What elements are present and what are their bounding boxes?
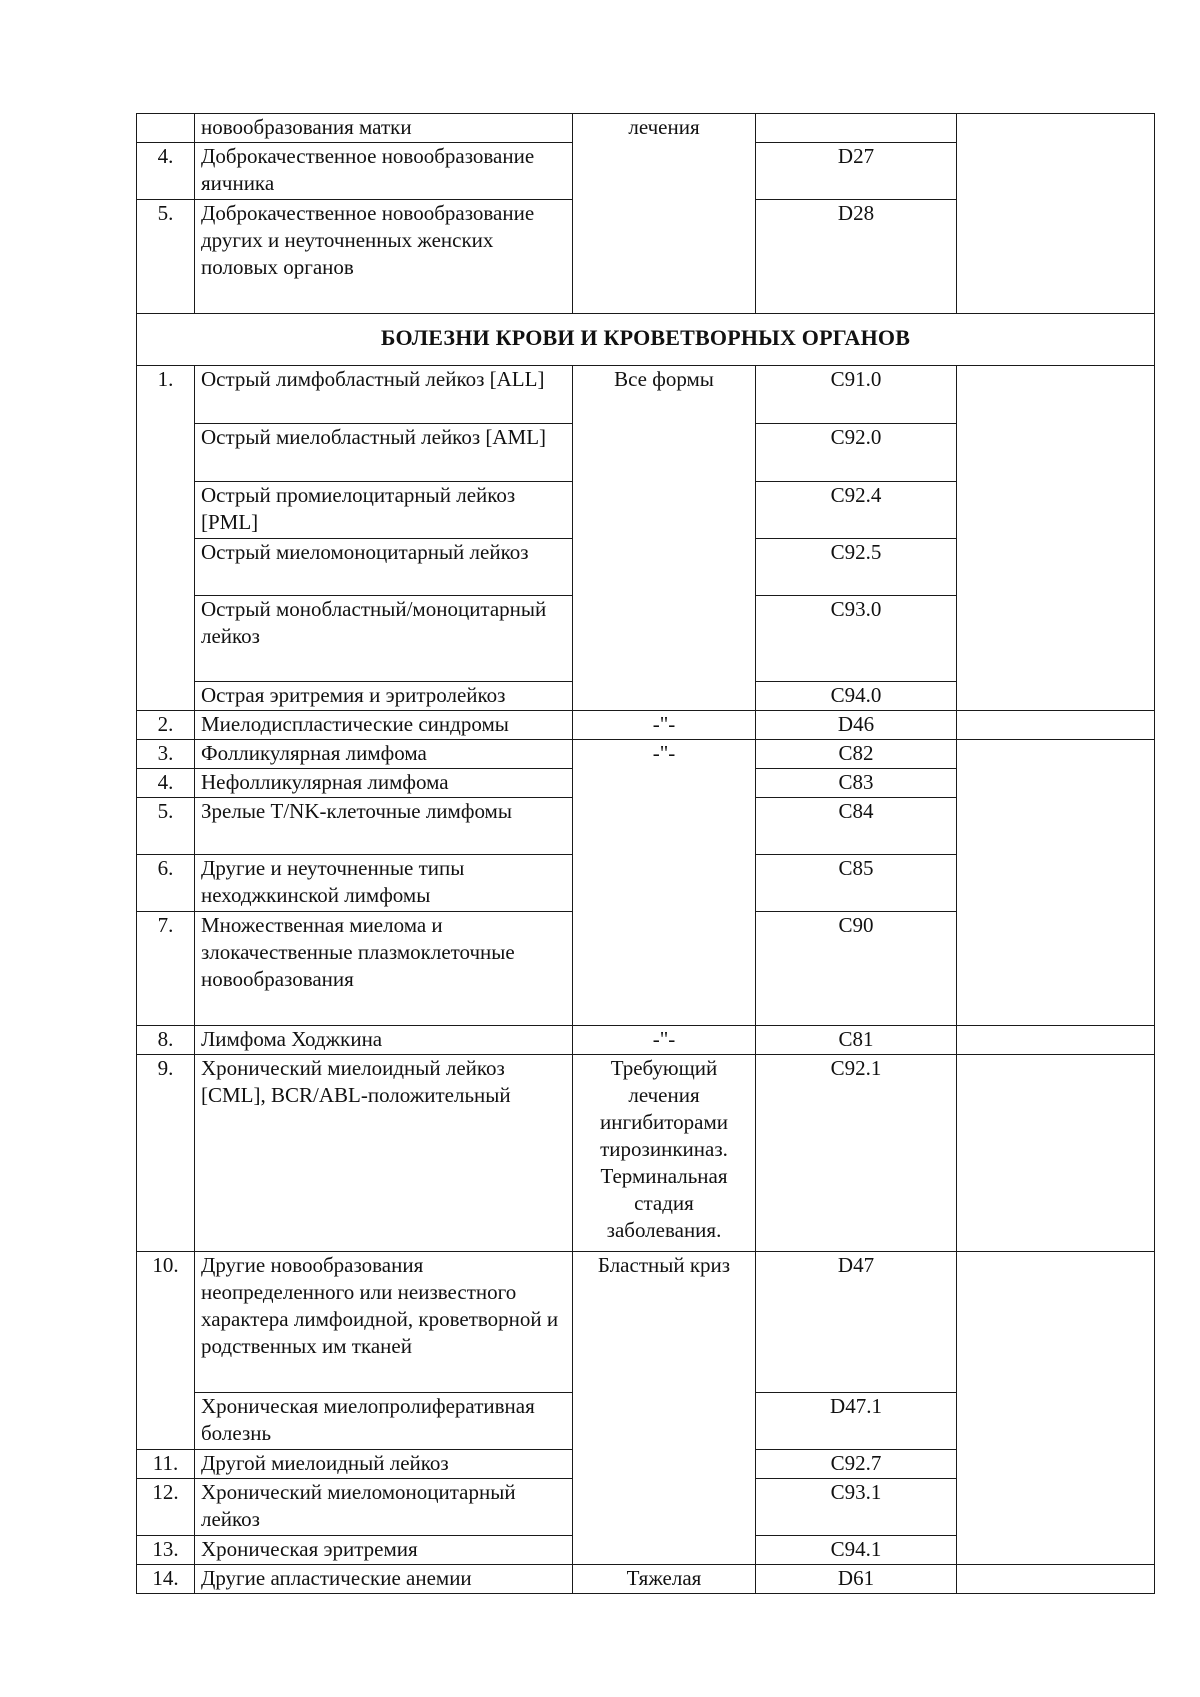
icd-code: C83 — [756, 769, 957, 798]
condition-cell: Требующий лечения ингибиторами тирозинкиназ. Терминальная стадия заболевания. — [573, 1055, 756, 1252]
icd-code: D47.1 — [756, 1393, 957, 1450]
disease-name: Хроническая миелопролиферативная болезнь — [195, 1393, 573, 1450]
row-number: 3. — [137, 740, 195, 769]
icd-code: C81 — [756, 1026, 957, 1055]
disease-name: Миелодиспластические синдромы — [195, 711, 573, 740]
condition-cell: -"- — [573, 1026, 756, 1055]
row-number: 5. — [137, 798, 195, 855]
empty-cell — [957, 114, 1155, 314]
condition-cell: Тяжелая — [573, 1565, 756, 1594]
icd-code: D46 — [756, 711, 957, 740]
icd-code: D28 — [756, 200, 957, 314]
disease-name: Острый миеломоноцитарный лейкоз — [195, 539, 573, 596]
table-row — [137, 1026, 1155, 1055]
disease-name: Фолликулярная лимфома — [195, 740, 573, 769]
condition-cell: -"- — [573, 711, 756, 740]
condition-cell: -"- — [573, 740, 756, 1026]
table-row — [137, 366, 1155, 424]
table-row — [137, 1055, 1155, 1252]
table-row — [137, 740, 1155, 769]
empty-cell — [957, 1252, 1155, 1565]
disease-name: Множественная миелома и злокачественные плазмоклеточные новообразования — [195, 912, 573, 1026]
icd-code: C92.5 — [756, 539, 957, 596]
section-header-row — [137, 314, 1155, 366]
icd-code: C94.1 — [756, 1536, 957, 1565]
disease-name: Другие и неуточненные типы неходжкинской лимфомы — [195, 855, 573, 912]
row-number: 6. — [137, 855, 195, 912]
empty-cell — [957, 1026, 1155, 1055]
disease-name: новообразования матки — [195, 114, 573, 143]
disease-name: Хроническая эритремия — [195, 1536, 573, 1565]
disease-name: Зрелые T/NK-клеточные лимфомы — [195, 798, 573, 855]
disease-name: Другие апластические анемии — [195, 1565, 573, 1594]
table-row — [137, 1565, 1155, 1594]
icd-code — [756, 114, 957, 143]
disease-name: Острая эритремия и эритролейкоз — [195, 682, 573, 711]
row-number: 11. — [137, 1450, 195, 1479]
icd-code: C92.7 — [756, 1450, 957, 1479]
table-row — [137, 114, 1155, 143]
disease-name: Лимфома Ходжкина — [195, 1026, 573, 1055]
row-number: 4. — [137, 769, 195, 798]
icd-code: C92.0 — [756, 424, 957, 482]
icd-code: C90 — [756, 912, 957, 1026]
condition-cell: Все формы — [573, 366, 756, 711]
row-number: 13. — [137, 1536, 195, 1565]
condition-cell: Бластный криз — [573, 1252, 756, 1565]
icd-code: C85 — [756, 855, 957, 912]
icd-code: D27 — [756, 143, 957, 200]
row-number — [137, 114, 195, 143]
icd-code: C84 — [756, 798, 957, 855]
row-number: 4. — [137, 143, 195, 200]
section-title: БОЛЕЗНИ КРОВИ И КРОВЕТВОРНЫХ ОРГАНОВ — [137, 314, 1155, 366]
row-number: 1. — [137, 366, 195, 711]
icd-code: D47 — [756, 1252, 957, 1393]
disease-name: Хронический миеломоноцитарный лейкоз — [195, 1479, 573, 1536]
icd-code: D61 — [756, 1565, 957, 1594]
empty-cell — [957, 1565, 1155, 1594]
disease-name: Нефолликулярная лимфома — [195, 769, 573, 798]
icd-code: C92.4 — [756, 482, 957, 539]
disease-name: Другой миелоидный лейкоз — [195, 1450, 573, 1479]
icd-code: C93.1 — [756, 1479, 957, 1536]
empty-cell — [957, 740, 1155, 1026]
row-number: 5. — [137, 200, 195, 314]
empty-cell — [957, 711, 1155, 740]
table-row — [137, 1252, 1155, 1393]
icd-code: C94.0 — [756, 682, 957, 711]
condition-cell: лечения — [573, 114, 756, 314]
icd-code: C92.1 — [756, 1055, 957, 1252]
disease-name: Другие новообразования неопределенного или неизвестного характера лимфоидной, кроветворной и родственных им тканей — [195, 1252, 573, 1393]
row-number: 9. — [137, 1055, 195, 1252]
row-number: 14. — [137, 1565, 195, 1594]
row-number: 7. — [137, 912, 195, 1026]
row-number: 2. — [137, 711, 195, 740]
row-number: 10. — [137, 1252, 195, 1450]
table-row — [137, 711, 1155, 740]
disease-name: Острый промиелоцитарный лейкоз [PML] — [195, 482, 573, 539]
disease-name: Острый миелобластный лейкоз [AML] — [195, 424, 573, 482]
disease-name: Доброкачественное новообразование других и неуточненных женских половых органов — [195, 200, 573, 314]
empty-cell — [957, 1055, 1155, 1252]
empty-cell — [957, 366, 1155, 711]
icd-code: C93.0 — [756, 596, 957, 682]
icd-code: C91.0 — [756, 366, 957, 424]
disease-name: Острый лимфобластный лейкоз [ALL] — [195, 366, 573, 424]
disease-name: Острый монобластный/моноцитарный лейкоз — [195, 596, 573, 682]
row-number: 8. — [137, 1026, 195, 1055]
row-number: 12. — [137, 1479, 195, 1536]
disease-name: Доброкачественное новообразование яичника — [195, 143, 573, 200]
disease-name: Хронический миелоидный лейкоз [CML], BCR/ABL-положительный — [195, 1055, 573, 1252]
disease-table — [136, 113, 1155, 1594]
icd-code: C82 — [756, 740, 957, 769]
